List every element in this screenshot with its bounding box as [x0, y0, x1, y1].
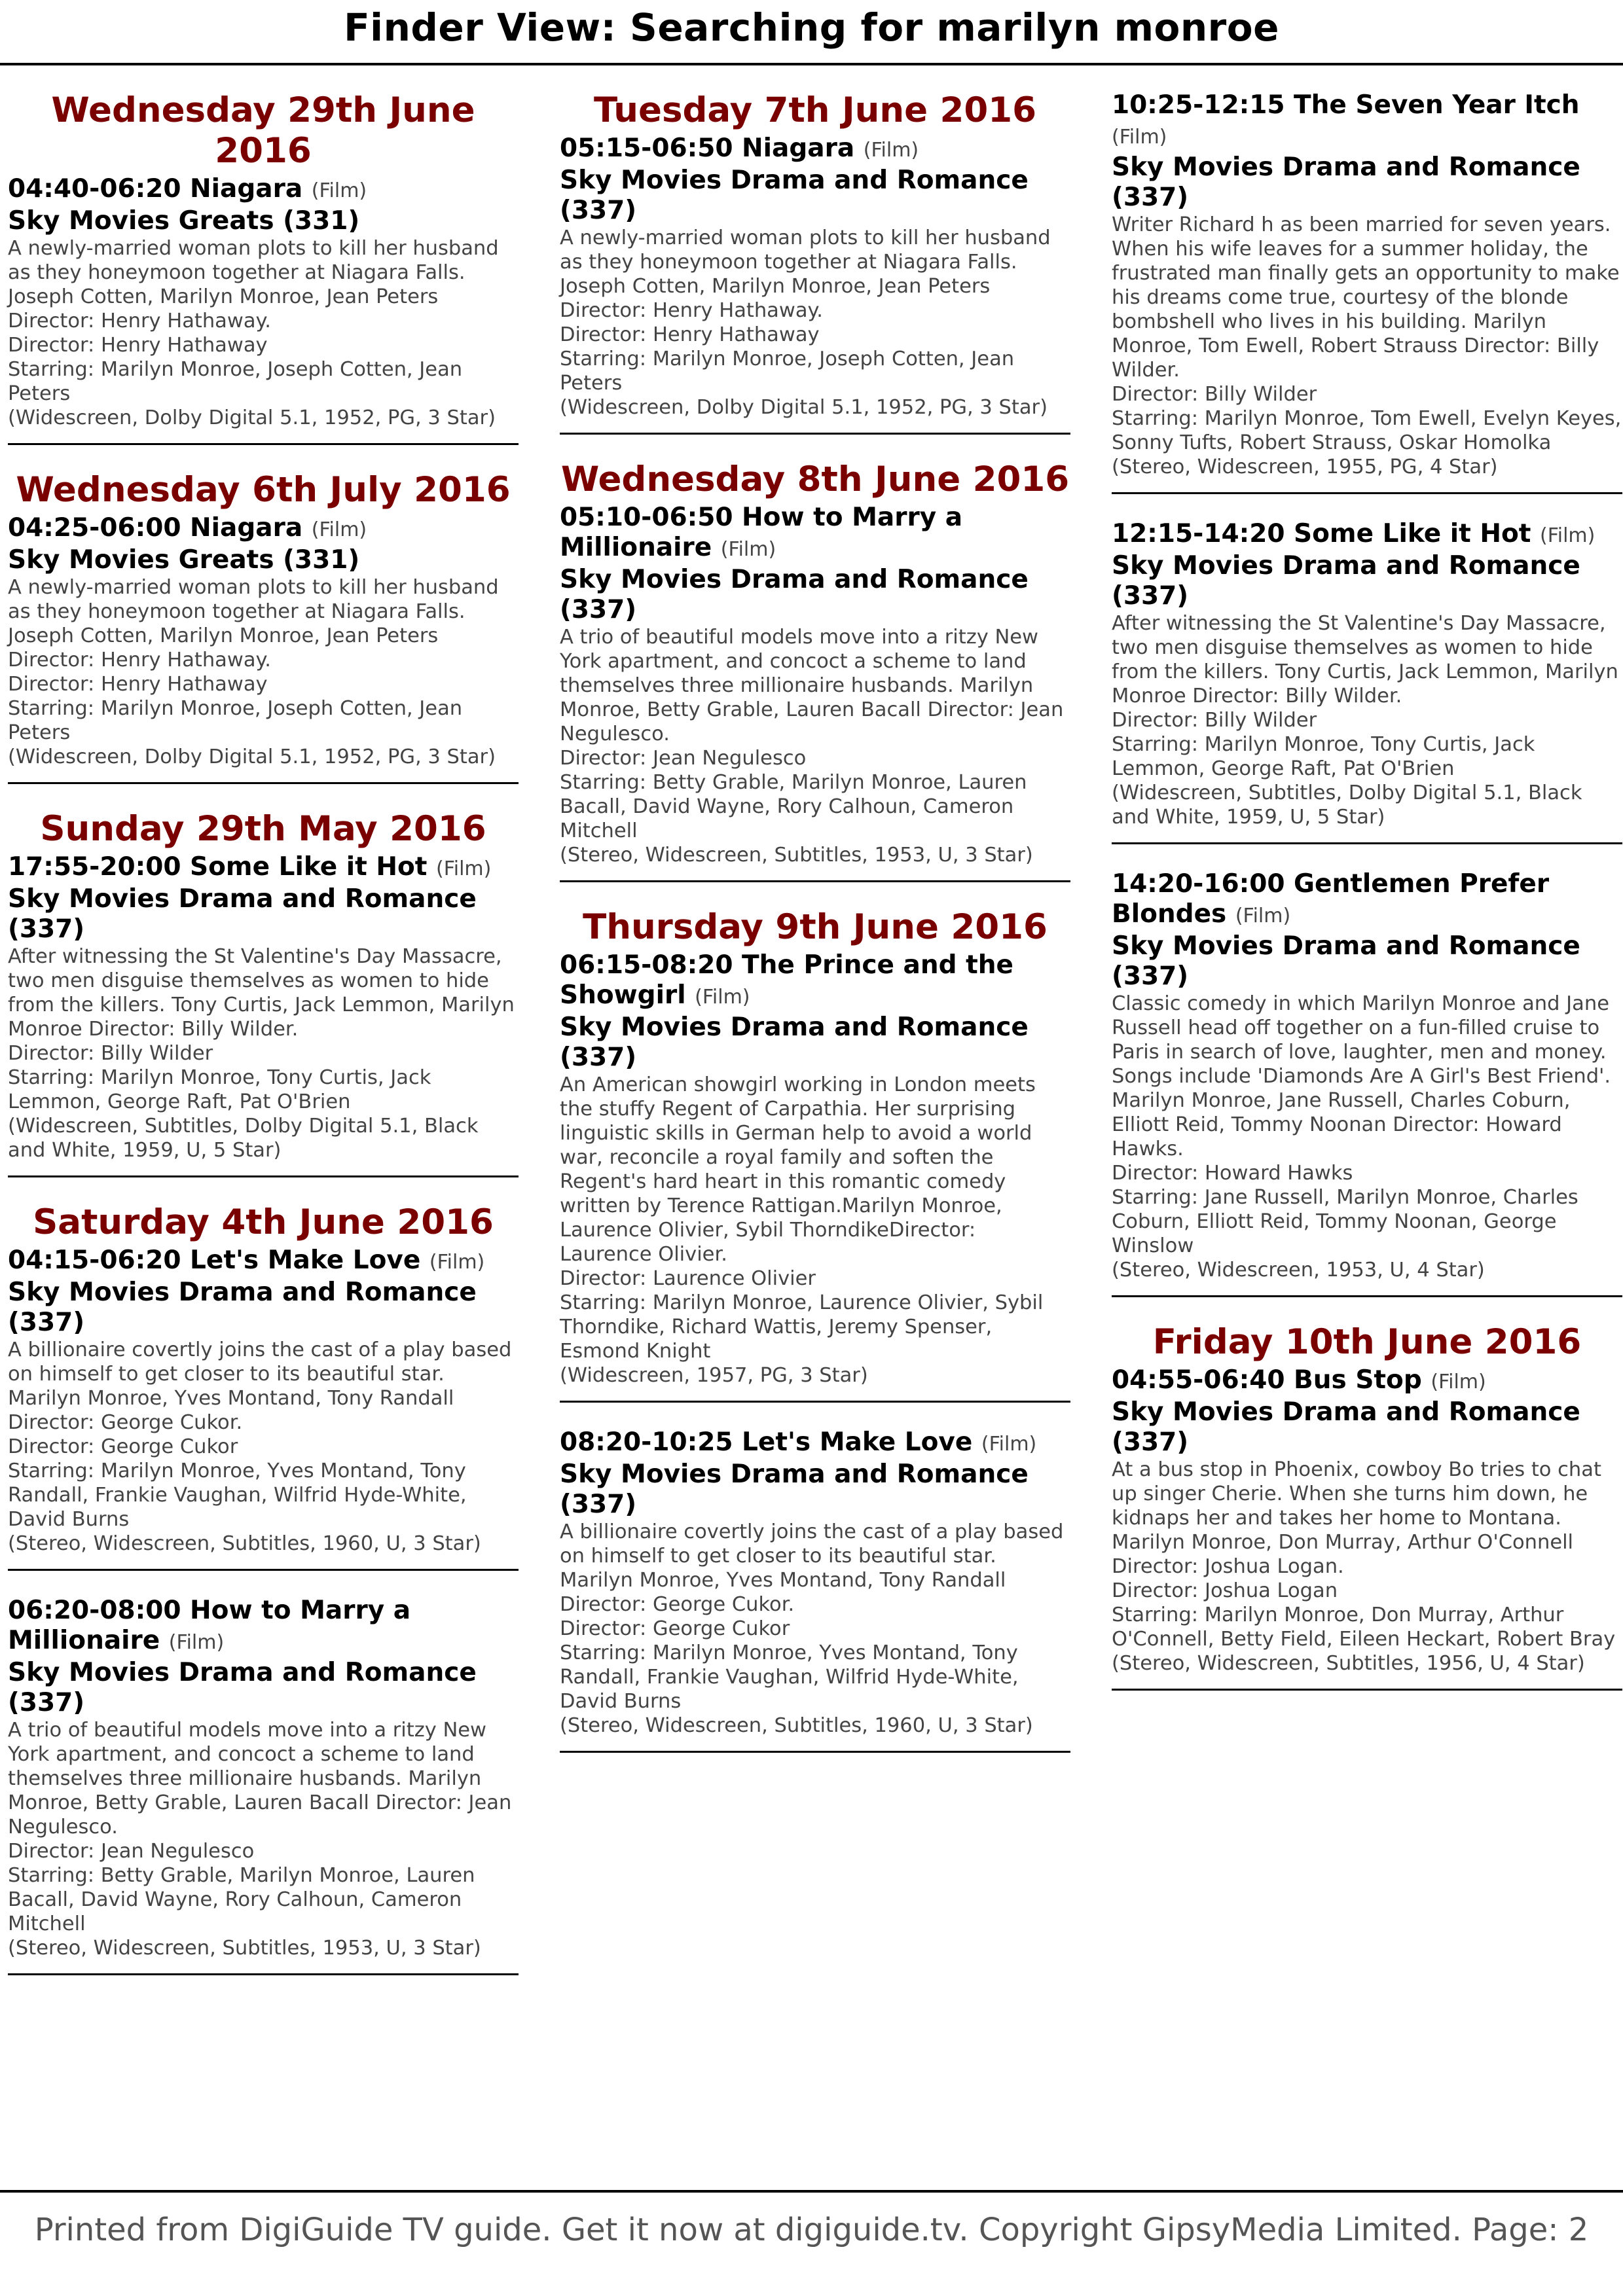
programme-cast: Starring: Marilyn Monroe, Joseph Cotten, Jean Peters: [8, 358, 463, 405]
channel-name: Sky Movies Drama and Romance (337): [8, 1278, 477, 1337]
programme-type: (Film): [1431, 1371, 1486, 1393]
programme-cast: Starring: Betty Grable, Marilyn Monroe, Lauren Bacall, David Wayne, Rory Calhoun, Cameron Mitchell: [560, 771, 1027, 842]
programme-time-title: 04:25-06:00 Niagara: [8, 513, 303, 543]
programme-description: A newly-married woman plots to kill her husband as they honeymoon together at Niagara Falls. Joseph Cotten, Marilyn Monroe, Jean Peters Director: Henry Hathaway.: [560, 226, 1051, 322]
programme-time-title: 14:20-16:00 Gentlemen Prefer Blondes: [1112, 869, 1550, 929]
channel-name: Sky Movies Greats (331): [8, 545, 360, 575]
programme-type: (Film): [1235, 905, 1291, 927]
programme-description: A newly-married woman plots to kill her husband as they honeymoon together at Niagara Falls. Joseph Cotten, Marilyn Monroe, Jean Peters Director: Henry Hathaway.: [8, 576, 499, 672]
listing-column-3: [1112, 90, 1622, 1715]
programme-description: An American showgirl working in London meets the stuffy Regent of Carpathia. Her surprising linguistic skills in German help to avoid a world war, reconcile a royal family and soften the Regent's hard heart in this romantic comedy written by Terence Rattigan.Marilyn Monroe, Laurence Olivier, Sybil ThorndikeDirector: Laurence Olivier.: [560, 1073, 1036, 1266]
programme-description: After witnessing the St Valentine's Day Massacre, two men disguise themselves as women to hide from the killers. Tony Curtis, Jack Lemmon, Marilyn Monroe Director: Billy Wilder.: [8, 945, 515, 1041]
programme-type: (Film): [863, 139, 919, 162]
programme-time-title: 10:25-12:15 The Seven Year Itch: [1112, 90, 1580, 120]
day-heading: Wednesday 6th July 2016: [16, 470, 511, 510]
programme-type: (Film): [311, 518, 367, 541]
programme-details: [560, 625, 1070, 867]
programme-title: [560, 950, 1070, 1013]
programme-description: At a bus stop in Phoenix, cowboy Bo tries to chat up singer Cherie. When she turns him down, he kidnaps her and takes her home to Montana. Marilyn Monroe, Don Murray, Arthur O'Connell Director: Joshua Logan.: [1112, 1458, 1601, 1578]
day-heading: Tuesday 7th June 2016: [593, 90, 1037, 130]
programme-time-title: 04:15-06:20 Let's Make Love: [8, 1246, 421, 1275]
programme-description: A newly-married woman plots to kill her husband as they honeymoon together at Niagara Falls. Joseph Cotten, Marilyn Monroe, Jean Peters Director: Henry Hathaway.: [8, 237, 499, 332]
programme-cast: Starring: Marilyn Monroe, Laurence Olivier, Sybil Thorndike, Richard Wattis, Jeremy Spenser, Esmond Knight: [560, 1291, 1044, 1363]
listing-item: [8, 174, 519, 445]
day-heading: Wednesday 29th June 2016: [51, 90, 475, 171]
programme-title: [1112, 90, 1622, 152]
programme-director: Director: George Cukor: [8, 1435, 238, 1458]
programme-director: Director: Jean Negulesco: [560, 747, 807, 770]
programme-time-title: 06:15-08:20 The Prince and the Showgirl: [560, 950, 1013, 1010]
programme-info: (Stereo, Widescreen, Subtitles, 1956, U, 4 Star): [1112, 1652, 1585, 1675]
programme-type: (Film): [720, 538, 776, 561]
programme-type: (Film): [168, 1631, 225, 1654]
day-heading: Thursday 9th June 2016: [583, 907, 1048, 947]
listing-item: [560, 503, 1070, 882]
channel-name: Sky Movies Drama and Romance (337): [560, 166, 1029, 225]
programme-title: [560, 134, 1070, 166]
programme-title: [560, 503, 1070, 565]
listing-item: [1112, 90, 1622, 494]
programme-info: (Stereo, Widescreen, Subtitles, 1960, U, 3 Star): [560, 1714, 1033, 1737]
programme-details: [560, 226, 1070, 420]
listing-item: [8, 852, 519, 1177]
channel-name: Sky Movies Drama and Romance (337): [560, 565, 1029, 624]
programme-title: [1112, 519, 1622, 551]
channel-name: Sky Movies Drama and Romance (337): [8, 884, 477, 944]
programme-director: Director: Henry Hathaway: [8, 334, 268, 357]
programme-info: (Stereo, Widescreen, Subtitles, 1953, U, 3 Star): [8, 1937, 481, 1960]
programme-description: Classic comedy in which Marilyn Monroe and Jane Russell head off together on a fun-filled cruise to Paris in search of love, laughter, men and money. Songs include 'Diamonds Are A Girl's Best Friend'. Marilyn Monroe, Jane Russell, Charles Coburn, Elliott Reid, Tommy Noonan Director: Howard Hawks.: [1112, 992, 1611, 1160]
programme-info: (Stereo, Widescreen, 1953, U, 4 Star): [1112, 1259, 1485, 1282]
programme-type: (Film): [435, 857, 492, 880]
programme-title: [8, 513, 519, 545]
programme-type: (Film): [311, 179, 367, 202]
programme-details: [8, 575, 519, 769]
programme-info: (Widescreen, Dolby Digital 5.1, 1952, PG, 3 Star): [8, 406, 496, 429]
programme-time-title: 04:40-06:20 Niagara: [8, 174, 303, 204]
programme-director: Director: Joshua Logan: [1112, 1579, 1338, 1602]
programme-title: [8, 852, 519, 884]
programme-details: [8, 236, 519, 430]
channel-name: Sky Movies Drama and Romance (337): [1112, 152, 1580, 212]
listing-item: [8, 513, 519, 784]
programme-details: [1112, 1458, 1622, 1676]
programme-cast: Starring: Marilyn Monroe, Joseph Cotten, Jean Peters: [560, 348, 1015, 395]
programme-title: [8, 1596, 519, 1658]
channel-name: Sky Movies Drama and Romance (337): [560, 1013, 1029, 1072]
programme-time-title: 17:55-20:00 Some Like it Hot: [8, 852, 428, 882]
programme-type: (Film): [1539, 524, 1596, 547]
programme-cast: Starring: Marilyn Monroe, Joseph Cotten, Jean Peters: [8, 697, 463, 744]
programme-director: Director: Laurence Olivier: [560, 1267, 816, 1290]
programme-time-title: 05:10-06:50 How to Marry a Millionaire: [560, 503, 963, 562]
programme-description: A billionaire covertly joins the cast of a play based on himself to get closer to its beautiful star. Marilyn Monroe, Yves Montand, Tony Randall Director: George Cukor.: [560, 1520, 1064, 1616]
listing-item: [560, 1427, 1070, 1753]
programme-cast: Starring: Marilyn Monroe, Tom Ewell, Evelyn Keyes, Sonny Tufts, Robert Strauss, Oskar Homolka: [1112, 407, 1622, 454]
programme-time-title: 04:55-06:40 Bus Stop: [1112, 1365, 1422, 1395]
programme-description: A trio of beautiful models move into a ritzy New York apartment, and concoct a scheme to land themselves three millionaire husbands. Marilyn Monroe, Betty Grable, Lauren Bacall Director: Jean Negulesco.: [8, 1719, 512, 1839]
programme-info: (Stereo, Widescreen, Subtitles, 1960, U, 3 Star): [8, 1532, 481, 1555]
programme-details: [1112, 213, 1622, 479]
programme-details: [560, 1073, 1070, 1388]
listing-item: [1112, 1365, 1622, 1691]
programme-director: Director: Henry Hathaway: [560, 323, 820, 346]
listing-column-1: [8, 90, 519, 2000]
programme-time-title: 05:15-06:50 Niagara: [560, 134, 855, 163]
day-heading: Friday 10th June 2016: [1152, 1322, 1582, 1362]
programme-info: (Stereo, Widescreen, Subtitles, 1953, U, 3 Star): [560, 844, 1033, 867]
channel-name: Sky Movies Drama and Romance (337): [1112, 931, 1580, 991]
programme-director: Director: Billy Wilder: [8, 1042, 213, 1065]
programme-title: [560, 1427, 1070, 1460]
programme-director: Director: Billy Wilder: [1112, 383, 1317, 406]
page-header: [0, 0, 1623, 65]
channel-name: Sky Movies Drama and Romance (337): [1112, 551, 1580, 611]
programme-time-title: 12:15-14:20 Some Like it Hot: [1112, 519, 1531, 548]
programme-cast: Starring: Marilyn Monroe, Tony Curtis, Jack Lemmon, George Raft, Pat O'Brien: [8, 1066, 431, 1113]
programme-description: Writer Richard h as been married for seven years. When his wife leaves for a summer holiday, the frustrated man finally gets an opportunity to make his dreams come true, courtesy of the blonde bombshell who lives in his building. Marilyn Monroe, Tom Ewell, Robert Strauss Director: Billy Wilder.: [1112, 213, 1620, 382]
listing-item: [560, 950, 1070, 1403]
channel-name: Sky Movies Greats (331): [8, 206, 360, 236]
programme-type: (Film): [695, 986, 750, 1009]
programme-director: Director: Howard Hawks: [1112, 1162, 1353, 1185]
programme-cast: Starring: Marilyn Monroe, Yves Montand, Tony Randall, Frankie Vaughan, Wilfrid Hyde-White, David Burns: [560, 1641, 1019, 1713]
programme-director: Director: George Cukor: [560, 1617, 790, 1640]
programme-details: [8, 944, 519, 1162]
programme-details: [560, 1520, 1070, 1738]
programme-type: (Film): [429, 1251, 485, 1274]
programme-cast: Starring: Jane Russell, Marilyn Monroe, Charles Coburn, Elliott Reid, Tommy Noonan, George Winslow: [1112, 1186, 1578, 1257]
channel-name: Sky Movies Drama and Romance (337): [8, 1658, 477, 1717]
programme-cast: Starring: Marilyn Monroe, Tony Curtis, Jack Lemmon, George Raft, Pat O'Brien: [1112, 733, 1535, 780]
programme-cast: Starring: Marilyn Monroe, Yves Montand, Tony Randall, Frankie Vaughan, Wilfrid Hyde-White, David Burns: [8, 1460, 467, 1531]
page-title: Finder View: Searching for marilyn monroe: [344, 5, 1279, 50]
programme-description: After witnessing the St Valentine's Day Massacre, two men disguise themselves as women to hide from the killers. Tony Curtis, Jack Lemmon, Marilyn Monroe Director: Billy Wilder.: [1112, 612, 1618, 708]
programme-director: Director: Jean Negulesco: [8, 1840, 255, 1863]
programme-details: [8, 1338, 519, 1556]
listing-column-2: [560, 90, 1070, 1778]
programme-time-title: 08:20-10:25 Let's Make Love: [560, 1427, 973, 1457]
day-heading: Sunday 29th May 2016: [40, 809, 486, 849]
programme-cast: Starring: Betty Grable, Marilyn Monroe, Lauren Bacall, David Wayne, Rory Calhoun, Cameron Mitchell: [8, 1864, 475, 1935]
programme-time-title: 06:20-08:00 How to Marry a Millionaire: [8, 1596, 411, 1655]
day-heading: Saturday 4th June 2016: [33, 1202, 494, 1242]
programme-cast: Starring: Marilyn Monroe, Don Murray, Arthur O'Connell, Betty Field, Eileen Heckart, Robert Bray: [1112, 1604, 1616, 1651]
programme-description: A billionaire covertly joins the cast of a play based on himself to get closer to its beautiful star. Marilyn Monroe, Yves Montand, Tony Randall Director: George Cukor.: [8, 1338, 512, 1434]
listing-item: [1112, 869, 1622, 1297]
programme-title: [1112, 1365, 1622, 1397]
listing-item: [8, 1246, 519, 1571]
programme-info: (Widescreen, 1957, PG, 3 Star): [560, 1364, 868, 1387]
programme-title: [8, 174, 519, 206]
programme-type: (Film): [981, 1433, 1037, 1456]
programme-info: (Widescreen, Dolby Digital 5.1, 1952, PG, 3 Star): [560, 396, 1048, 419]
channel-name: Sky Movies Drama and Romance (337): [560, 1460, 1029, 1519]
programme-title: [1112, 869, 1622, 931]
listing-item: [1112, 519, 1622, 844]
programme-info: (Widescreen, Subtitles, Dolby Digital 5.1, Black and White, 1959, U, 5 Star): [1112, 781, 1582, 829]
programme-type: (Film): [1112, 126, 1167, 149]
programme-details: [1112, 611, 1622, 829]
programme-details: [1112, 992, 1622, 1282]
listing-item: [560, 134, 1070, 435]
listing-item: [8, 1596, 519, 1975]
programme-director: Director: Billy Wilder: [1112, 709, 1317, 732]
channel-name: Sky Movies Drama and Romance (337): [1112, 1397, 1580, 1457]
programme-director: Director: Henry Hathaway: [8, 673, 268, 696]
programme-title: [8, 1246, 519, 1278]
programme-info: (Widescreen, Dolby Digital 5.1, 1952, PG, 3 Star): [8, 745, 496, 768]
day-heading: Wednesday 8th June 2016: [560, 459, 1070, 499]
page-footer: Printed from DigiGuide TV guide. Get it now at digiguide.tv. Copyright GipsyMedia Limited. Page: 2: [0, 2190, 1623, 2250]
programme-details: [8, 1718, 519, 1960]
programme-description: A trio of beautiful models move into a ritzy New York apartment, and concoct a scheme to land themselves three millionaire husbands. Marilyn Monroe, Betty Grable, Lauren Bacall Director: Jean Negulesco.: [560, 626, 1064, 745]
programme-info: (Stereo, Widescreen, 1955, PG, 4 Star): [1112, 456, 1498, 478]
programme-info: (Widescreen, Subtitles, Dolby Digital 5.1, Black and White, 1959, U, 5 Star): [8, 1115, 479, 1162]
